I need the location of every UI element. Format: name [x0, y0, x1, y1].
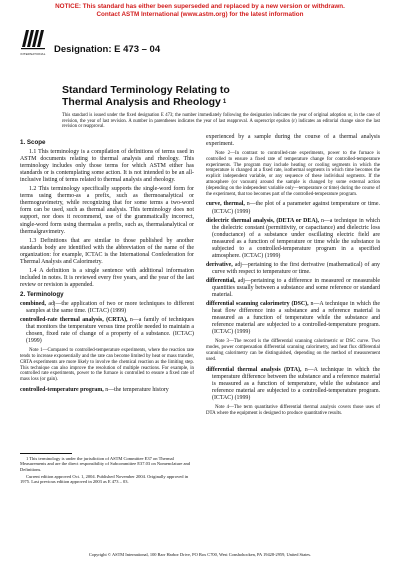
term-dea-abbr: (DETA or DEA), [276, 217, 320, 224]
note-3: Note 3—The record is the differential scanning calorimetric or DSC curve. Two modes, power compensation differential scanning calorimetry, and heat flux differential scanning calorimetry can be distinguished, depending on the method of measurement used. [206, 339, 380, 362]
term-dielectric-thermal-analysis [206, 218, 380, 260]
term-dsc-name: differential scanning calorimetry [206, 301, 290, 308]
term-curve-definition: n—the plot of a parameter against temperature or time. (ICTAC) (1999) [212, 201, 380, 215]
paragraph-1-4: 1.4 A definition is a single sentence with additional information included in notes. It is reviewed every five years, and the year of the last review or revision is appended. [20, 267, 194, 288]
paragraph-1-3: 1.3 Definitions that are similar to those published by another standards body are identified with the abbreviation of the name of the organization: for example, ICTAC is the International Confederation for Thermal Analysis and Calorimetry. [20, 237, 194, 265]
right-column [206, 134, 380, 420]
title-line-1: Standard Terminology Relating to [62, 84, 230, 96]
footnote-1: 1 This terminology is under the jurisdiction of ASTM Committee E37 on Thermal Measurements and are the direct responsibility of Subcommittee E37.03 on Nomenclature and Definitions. [20, 456, 190, 472]
note-4: Note 4—The term quantitative differential thermal analysis covers those uses of DTA where the equipment is designed to produce quantitative results. [206, 404, 380, 416]
term-differential-definition: adj—pertaining to a difference in measured or measurable quantities usually between a substance and some reference or standard material. [212, 277, 380, 299]
document-title [62, 84, 362, 108]
footnote-divider [20, 453, 72, 454]
term-ctp-continuation: experienced by a sample during the course of a thermal analysis experiment. [206, 134, 380, 148]
issuance-note: This standard is issued under the fixed designation E 473; the number immediately following the designation indicates the year of original adoption or, in the case of revision, the year of last revision. A number in parentheses indicates the year of last reapproval. A superscript epsilon (ε) indicates an editorial change since the last revision or reapproval. [62, 113, 380, 130]
copyright-line: Copyright © ASTM International, 100 Barr Harbor Drive, PO Box C700, West Conshohocken, PA 19428-2959, United States. [88, 552, 312, 557]
term-differential-name: differential, [206, 277, 236, 284]
designation: Designation: E 473 – 04 [54, 44, 161, 55]
term-dta [206, 367, 380, 402]
term-dsc-abbr: (DSC), [291, 301, 309, 308]
note-2: Note 2—In contrast to controlled-rate experiments, power to the furnace is controlled to ensure a fixed rate of temperature change for controlled-temperature experiments. The program may include heating or cooling segments in which the temperature is changed at a fixed rate, isothermal segments in which time becomes the explicit independent variable, or any sequence of these individual segments. If the atmosphere (or vacuum) around the sample is changed by some external action (depending on the independent variable only—temperature or time) during the course of the experiment, that too becomes part of the controlled-temperature program. [206, 151, 380, 197]
paragraph-1-2: 1.2 This terminology specifically supports the single-word form for terms using thermo-as a prefix, such as thermoanalytical or thermogravimetry, while recognizing that for some terms a two-word form can be used, such as thermal analysis. This terminology does not support, nor does it recommend, use of the grammatically incorrect, single-word form using thermalas a prefix, such as, thermalanalytical or thermalgravimetry. [20, 186, 194, 235]
footnote-2: Current edition approved Oct. 1, 2004. Published November 2004. Originally approved in 1975. Last previous edition approved in 2003 as E 473 – 03. [20, 473, 189, 485]
term-derivative-name: derivative, [206, 261, 233, 268]
term-dta-definition: n—A technique in which the temperature difference between the substance and a reference material is measured as a function of temperature, while the substance and reference material are subjected to a controlled-temperature program. (ICTAC) (1999) [212, 366, 381, 401]
term-dea-name: dielectric thermal analysis, [206, 217, 275, 224]
title-line-2: Thermal Analysis and Rheology [62, 96, 221, 108]
title-footnote-mark: 1 [222, 99, 227, 105]
term-dta-abbr: (DTA), [284, 366, 302, 373]
term-curve-thermal [206, 201, 380, 215]
scope-heading: 1. Scope [20, 139, 46, 146]
term-dta-name: differential thermal analysis [206, 366, 281, 373]
term-dea-definition: n—a technique in which the dielectric constant (permittivity, or capacitance) and dielectric loss (conductance) of a substance under oscillating electric field are measured as a function of temperature or time while the substance is subjected to a controlled-temperature program in a specified atmosphere. (ICTAC) (1999) [212, 217, 380, 259]
term-derivative-definition: adj—pertaining to the first derivative (mathematical) of any curve with respect to temperature or time. [212, 261, 380, 275]
logo-org-text: INTERNATIONAL [20, 52, 46, 56]
term-ctp-definition: n—the temperature history [105, 387, 169, 394]
term-combined-name: combined, [20, 300, 47, 307]
notice-banner [0, 3, 400, 19]
term-combined-definition: adj—the application of two or more techniques to different samples at the same time. (ICTAC) (1999) [26, 300, 194, 315]
term-crta-name: controlled-rate thermal analysis, [20, 317, 104, 324]
term-differential [206, 278, 380, 299]
term-crta-definition: n—a family of techniques that monitors the temperature versus time profile needed to maintain a chosen, fixed rate of change of a property of a substance. (ICTAC) (1999) [26, 317, 194, 345]
notice-line-1: NOTICE: This standard has either been superseded and replaced by a new version or withdrawn. [55, 3, 345, 10]
note-1: Note 1—Compared to controlled-temperature experiments, where the reaction rate tends to increase exponentially and the rate can become limited by heat or mass transfer, CRTA experiments are more likely to involve the chemical reaction as the limiting step. This technique can also improve the resolution of multiple reactions. For example, in controlled rate experiments, power to the furnace is controlled to ensure a fixed rate of mass loss (or gain). [20, 348, 194, 383]
term-crta-abbr: (CRTA), [106, 317, 128, 324]
paragraph-1-1: 1.1 This terminology is a compilation of definitions of terms used in ASTM documents relating to thermal analysis and rheology. This terminology includes only those terms for which ASTM either has standards or is contemplating some action. It is not intended to be an all-inclusive listing of terms related to thermal analysis and rheology. [20, 149, 194, 184]
term-dsc-definition: n—A technique in which the heat flow difference into a substance and a reference material is measured as a function of temperature while the substance and reference material are subjected to a controlled-temperature program. (ICTAC) (1999) [212, 301, 380, 336]
term-controlled-temperature-program [20, 387, 194, 394]
astm-logo-icon [20, 27, 46, 51]
notice-line-2: Contact ASTM International (www.astm.org) for the latest information [96, 11, 304, 18]
term-combined [20, 301, 194, 315]
term-dsc [206, 301, 380, 336]
astm-logo [20, 27, 46, 56]
terminology-heading: 2. Terminology [20, 290, 64, 298]
footnotes [20, 456, 194, 486]
term-crta [20, 317, 194, 345]
left-column [20, 137, 194, 396]
term-ctp-name: controlled-temperature program, [20, 387, 104, 394]
term-derivative [206, 262, 380, 276]
term-curve-name: curve, thermal, [206, 201, 245, 208]
